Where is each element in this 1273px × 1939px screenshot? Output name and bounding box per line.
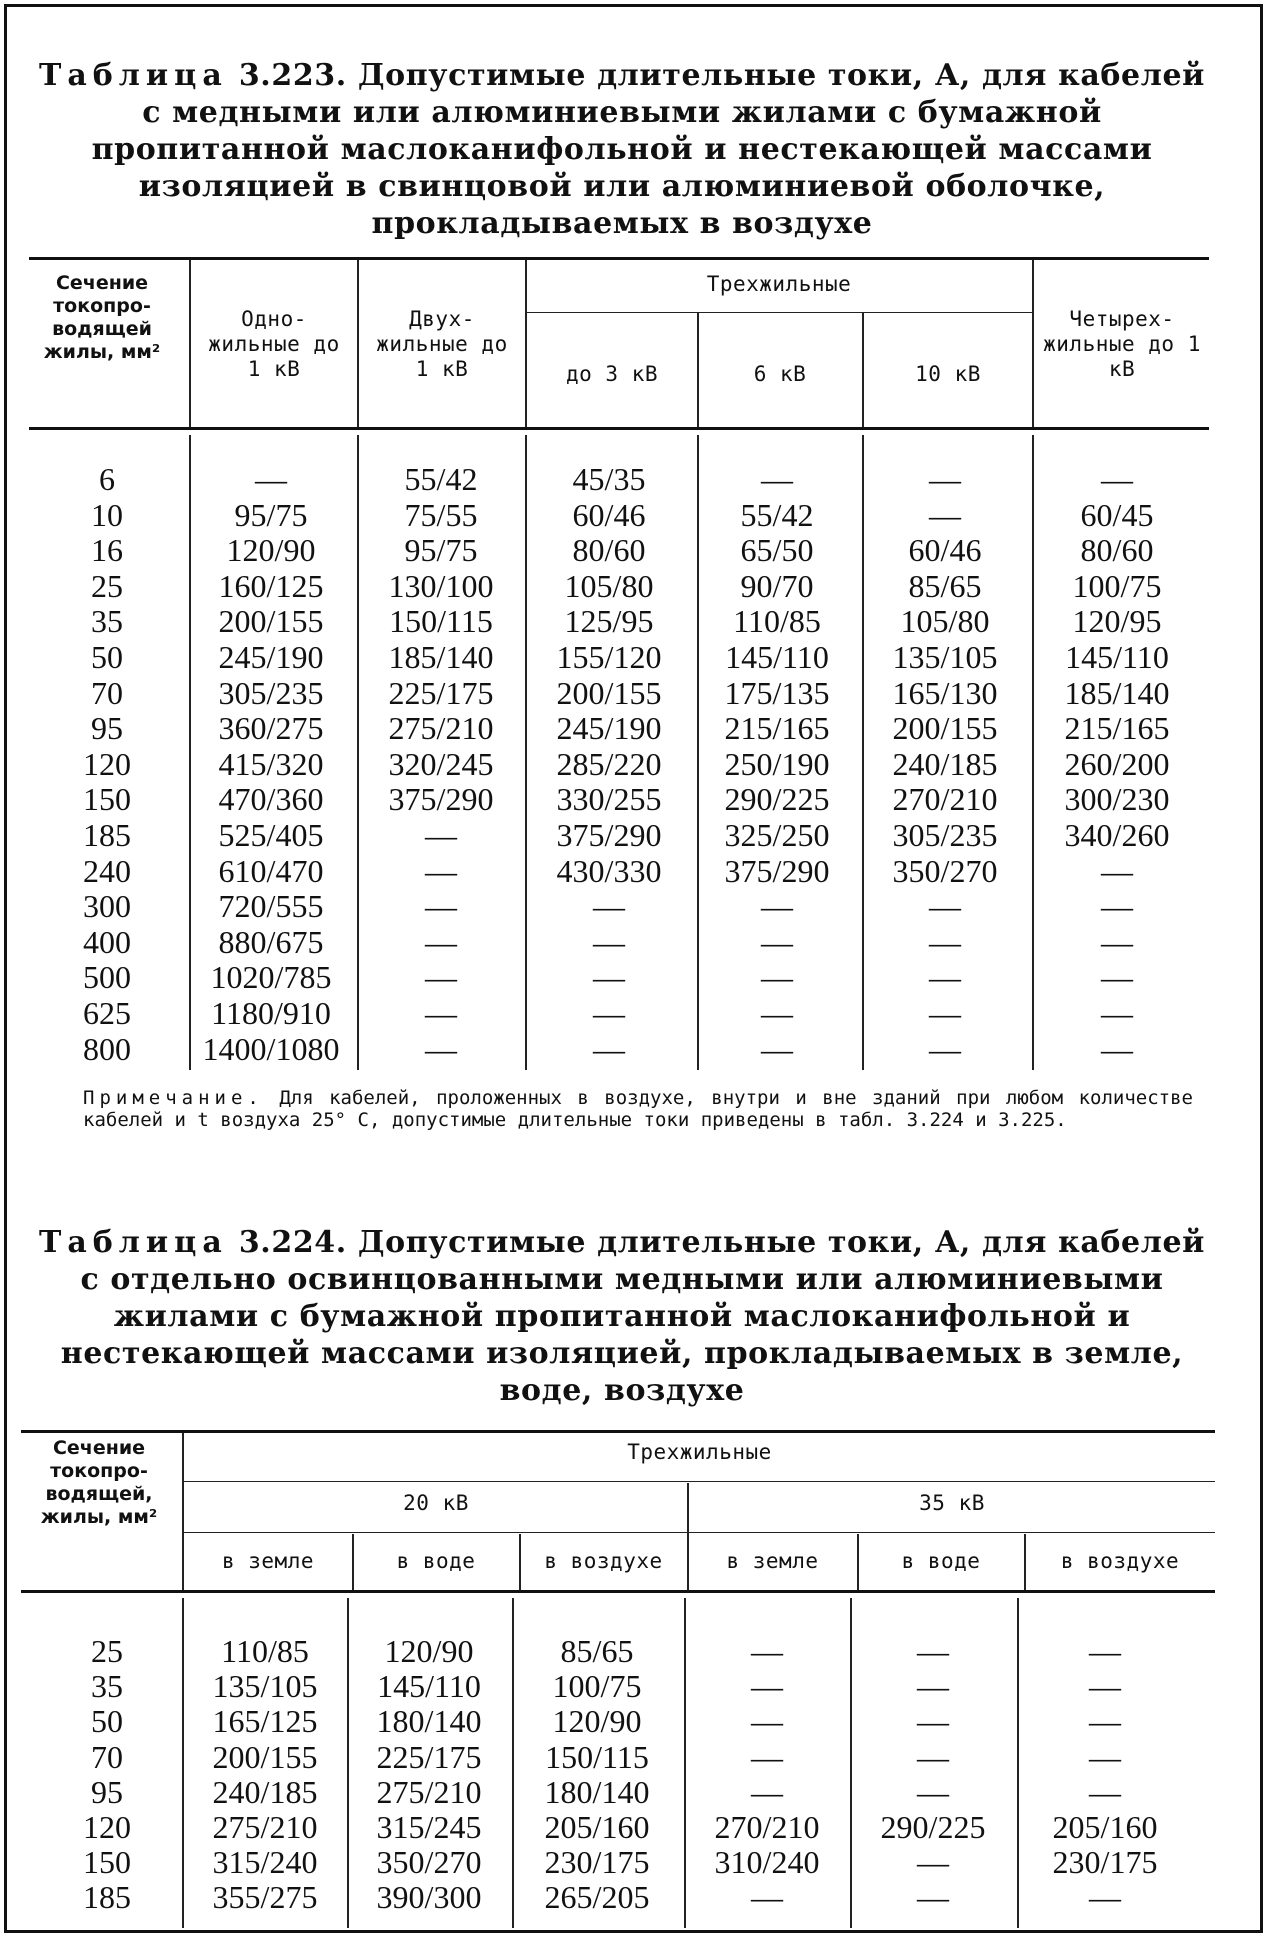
table2-voltage-rule [183,1532,1215,1533]
table2-value-cell: — [917,1633,949,1669]
table1-row [7,640,1257,675]
table1-row [7,533,1257,568]
table1-value-cell: — [593,1030,625,1067]
table1-value-cell: 160/125 [218,567,324,604]
table2-value-cell: — [917,1773,949,1810]
table2-value-cell: 135/105 [212,1668,318,1705]
table1-value-cell: — [425,923,457,960]
table2-header-bottom-rule [21,1590,1215,1593]
table1-value-cell: 95/75 [404,532,478,569]
table1-value-cell: — [1101,888,1133,925]
table2-section-cell: 25 [91,1633,123,1669]
table2-value-cell: 85/65 [560,1633,634,1669]
table1-header-6kv: 6 кВ [753,362,807,386]
table1-value-cell: 100/75 [1072,567,1162,604]
table1-value-cell: 1400/1080 [202,1030,340,1067]
table2-value-cell: — [1089,1633,1121,1669]
table1-value-cell: — [761,888,793,925]
note-lead: Примечание. [83,1087,264,1109]
table2-value-cell: 275/210 [376,1773,482,1810]
table1-value-cell: 290/225 [724,781,830,818]
table1-value-cell: 155/120 [556,639,662,675]
table1-title-text: 3.223. Допустимые длительные токи, А, для кабелей с медными или алюминиевыми жилами с бумажной пропитанной маслоканифольной и нестекающей массами изоляцией в свинцовой или алюминиевой оболочке, прокладываемых в воздухе [91,58,1205,241]
table1-value-cell: 60/46 [908,532,982,569]
table1-value-cell: 135/105 [892,639,998,675]
table1-value-cell: — [1101,959,1133,996]
table2-value-cell: 275/210 [212,1809,318,1845]
table2-value-cell: — [917,1668,949,1705]
document-page [4,4,1263,1933]
table2-value-cell: 200/155 [212,1738,318,1775]
table1-body [7,461,1257,1067]
table1-value-cell: 60/46 [572,496,646,533]
table1-value-cell: 105/80 [564,567,654,604]
table1-section-cell: 800 [83,1030,131,1067]
table2-value-cell: — [751,1879,783,1916]
table1-value-cell: 880/675 [218,923,324,960]
table1-header-three-group: Трехжильные [706,272,852,296]
table1-value-cell: 340/260 [1064,817,1170,853]
table2-section-cell: 120 [83,1809,131,1845]
table1-value-cell: 125/95 [564,603,654,640]
table1-value-cell: — [1101,461,1133,497]
table1-value-cell: 200/155 [892,710,998,747]
table1-value-cell: — [593,995,625,1031]
table1-value-cell: 305/235 [218,674,324,711]
table1-value-cell: 415/320 [218,745,324,782]
table2-title-text: 3.224. Допустимые длительные токи, А, для кабелей с отдельно освинцованными медными или алюминиевыми жилами с бумажной пропитанной маслоканифольной и нестекающей массами изоляцией, прокладываемых в земле, воде, воздухе [60,1225,1205,1408]
table2-value-cell: — [917,1703,949,1740]
table1-section-cell: 25 [91,567,123,604]
table2-section-cell: 95 [91,1773,123,1810]
table2-section-cell: 35 [91,1668,123,1705]
table2-value-cell: 230/175 [1052,1844,1158,1881]
table1-section-cell: 35 [91,603,123,640]
table2-row [7,1845,1257,1880]
table2-value-cell: 150/115 [545,1738,649,1775]
table2-header-35kv-ground: в земле [726,1549,819,1573]
table2-value-cell: — [751,1668,783,1705]
table2-row [7,1880,1257,1915]
table2-row [7,1775,1257,1810]
table2-value-cell: — [1089,1879,1121,1916]
table2-value-cell: — [1089,1773,1121,1810]
table1-value-cell: 185/140 [1064,674,1170,711]
table1-row [7,676,1257,711]
table1-col-divider [525,260,527,427]
table1-row [7,782,1257,817]
table1-value-cell: — [425,888,457,925]
table1-value-cell: 375/290 [724,852,830,889]
table2-value-cell: — [917,1879,949,1916]
table1-title [32,57,1212,242]
table1-value-cell: — [929,923,961,960]
table2-value-cell: 390/300 [376,1879,482,1916]
table1-row [7,1032,1257,1067]
table1-value-cell: 350/270 [892,852,998,889]
table2-body [7,1634,1257,1934]
table2-value-cell: 145/110 [377,1668,481,1705]
table1-row [7,854,1257,889]
table1-value-cell: 375/290 [388,781,494,818]
table1-header-section: Сечение токопро- водящей жилы, мм² [43,272,161,363]
table1-value-cell: 65/50 [740,532,814,569]
note-text: Для кабелей, проложенных в воздухе, внутри и вне зданий при любом количестве кабелей и t воздуха 25° С, допустимые длительные токи приведены в табл. 3.224 и 3.225. [83,1087,1193,1131]
table1-value-cell: 85/65 [908,567,982,604]
table2-value-cell: 180/140 [544,1773,650,1810]
table1-value-cell: — [929,959,961,996]
table1-section-cell: 185 [83,817,131,853]
table2-value-cell: 180/140 [376,1703,482,1740]
table1-value-cell: — [425,995,457,1031]
table2-value-cell: 120/90 [384,1633,474,1669]
table1-header-bottom-rule [29,427,1209,430]
table1-value-cell: 120/95 [1072,603,1162,640]
table1-section-cell: 6 [99,461,115,497]
table2-value-cell: 230/175 [544,1844,650,1881]
table1-value-cell: 110/85 [733,603,821,640]
table1-value-cell: 80/60 [1080,532,1154,569]
table1-header-four: Четырех- жильные до 1 кВ [1043,307,1201,381]
table2-row [7,1704,1257,1739]
table2-title [32,1224,1212,1409]
table1-value-cell: 45/35 [572,461,646,497]
table1-note [83,1087,1193,1131]
table1-value-cell: — [255,461,287,497]
table1-value-cell: 80/60 [572,532,646,569]
table2-value-cell: — [1089,1668,1121,1705]
table2-value-cell: 110/85 [221,1633,309,1669]
table1-value-cell: 245/190 [218,639,324,675]
table1-value-cell: — [1101,852,1133,889]
table2-col-divider [182,1433,184,1590]
table1-value-cell: 120/90 [226,532,316,569]
table1-value-cell: 245/190 [556,710,662,747]
table1-value-cell: 285/220 [556,745,662,782]
table1-value-cell: — [1101,1030,1133,1067]
table1-value-cell: 75/55 [404,496,478,533]
table1-value-cell: 150/115 [389,603,493,640]
table2-value-cell: 270/210 [714,1809,820,1845]
table2-value-cell: 165/125 [212,1703,318,1740]
table1-value-cell: 215/165 [724,710,830,747]
table2-value-cell: 290/225 [880,1809,986,1845]
table1-row [7,462,1257,497]
table1-value-cell: 720/555 [218,888,324,925]
table1-value-cell: 95/75 [234,496,308,533]
table1-value-cell: — [761,461,793,497]
table2-row [7,1669,1257,1704]
table2-value-cell: — [751,1773,783,1810]
table2-value-cell: — [917,1738,949,1775]
table1-value-cell: 55/42 [740,496,814,533]
table1-value-cell: — [929,1030,961,1067]
table1-value-cell: 470/360 [218,781,324,818]
table2-section-cell: 50 [91,1703,123,1740]
table1-value-cell: — [593,923,625,960]
table1-value-cell: — [1101,995,1133,1031]
table1-value-cell: 1020/785 [210,959,332,996]
table1-value-cell: 165/130 [892,674,998,711]
table1-value-cell: 260/200 [1064,745,1170,782]
table1-col-divider [1032,260,1034,427]
table2-value-cell: — [751,1738,783,1775]
table2-value-cell: 355/275 [212,1879,318,1916]
table1-value-cell: 325/250 [724,817,830,853]
table1-value-cell: — [425,959,457,996]
table1-section-cell: 16 [91,532,123,569]
table1-value-cell: — [761,1030,793,1067]
table1-value-cell: 300/230 [1064,781,1170,818]
table1-value-cell: — [761,959,793,996]
table1-value-cell: 610/470 [218,852,324,889]
table2-header-20kv-water: в воде [396,1549,476,1573]
table1-value-cell: 200/155 [218,603,324,640]
table1-value-cell: — [761,995,793,1031]
table2-value-cell: 310/240 [714,1844,820,1881]
table2-value-cell: — [751,1633,783,1669]
table1-row [7,569,1257,604]
table1-section-cell: 70 [91,674,123,711]
table1-section-cell: 10 [91,496,123,533]
table1-subheader-rule [527,312,1032,313]
table1-section-cell: 625 [83,995,131,1031]
table2-value-cell: 205/160 [1052,1809,1158,1845]
table1-value-cell: 145/110 [1065,639,1169,675]
table2-value-cell: 350/270 [376,1844,482,1881]
table1-value-cell: — [425,852,457,889]
table1-value-cell: 240/185 [892,745,998,782]
table1-header-single: Одно- жильные до 1 кВ [208,307,340,381]
table1-value-cell: 525/405 [218,817,324,853]
table2-row [7,1740,1257,1775]
table1-value-cell: 225/175 [388,674,494,711]
table1-header-3kv: до 3 кВ [565,362,658,386]
table2-value-cell: 100/75 [552,1668,642,1705]
table1-value-cell: 175/135 [724,674,830,711]
table2-value-cell: 315/245 [376,1809,482,1845]
table1-value-cell: — [761,923,793,960]
table2-top-rule [21,1430,1215,1433]
table1-section-cell: 150 [83,781,131,818]
table2-header-20kv-ground: в земле [221,1549,314,1573]
table1-value-cell: — [425,817,457,853]
table1-row [7,960,1257,995]
table1-value-cell: 130/100 [388,567,494,604]
table2-title-lead: Таблица [39,1225,228,1260]
table1-row [7,498,1257,533]
table1-title-lead: Таблица [39,58,228,93]
table1-section-cell: 240 [83,852,131,889]
table1-header-double: Двух- жильные до 1 кВ [376,307,508,381]
table1-section-cell: 500 [83,959,131,996]
table2-header-35kv-air: в воздухе [1060,1549,1180,1573]
table2-section-cell: 150 [83,1844,131,1881]
table1-value-cell: 430/330 [556,852,662,889]
table1-col-divider [357,260,359,427]
table1-value-cell: 375/290 [556,817,662,853]
table1-col-divider [862,312,864,427]
table2-value-cell: — [751,1703,783,1740]
table1-value-cell: 360/275 [218,710,324,747]
table2-section-cell: 185 [83,1879,131,1916]
table2-header-three-group: Трехжильные [627,1440,772,1464]
table1-section-cell: 50 [91,639,123,675]
table1-value-cell: 200/155 [556,674,662,711]
table2-value-cell: 120/90 [552,1703,642,1740]
table1-value-cell: — [929,461,961,497]
table1-value-cell: — [593,888,625,925]
table1-value-cell: 185/140 [388,639,494,675]
table1-value-cell: — [425,1030,457,1067]
table1-row [7,996,1257,1031]
table2-section-cell: 70 [91,1738,123,1775]
table1-section-cell: 120 [83,745,131,782]
table2-header-20kv: 20 кВ [403,1491,469,1515]
table1-value-cell: 60/45 [1080,496,1154,533]
table2-header-35kv-water: в воде [901,1549,981,1573]
table1-value-cell: 215/165 [1064,710,1170,747]
table1-value-cell: 105/80 [900,603,990,640]
table1-value-cell: 330/255 [556,781,662,818]
table1-row [7,818,1257,853]
table1-value-cell: 320/245 [388,745,494,782]
table2-group-rule [183,1481,1215,1482]
table1-section-cell: 300 [83,888,131,925]
table1-row [7,925,1257,960]
table2-header-35kv: 35 кВ [919,1491,985,1515]
table2-value-cell: 205/160 [544,1809,650,1845]
table1-value-cell: 1180/910 [211,995,331,1031]
table2-value-cell: 225/175 [376,1738,482,1775]
table1-value-cell: — [929,496,961,533]
table1-row [7,747,1257,782]
table1-header-10kv: 10 кВ [915,362,981,386]
table1-value-cell: — [929,888,961,925]
table1-value-cell: — [593,959,625,996]
table1-section-cell: 400 [83,923,131,960]
table2-row [7,1810,1257,1845]
table1-row [7,711,1257,746]
table2-value-cell: 315/240 [212,1844,318,1881]
table2-row [7,1634,1257,1669]
table2-value-cell: 265/205 [544,1879,650,1916]
table1-section-cell: 95 [91,710,123,747]
table1-value-cell: 275/210 [388,710,494,747]
table1-value-cell: 250/190 [724,745,830,782]
table2-value-cell: — [917,1844,949,1881]
table1-value-cell: — [929,995,961,1031]
table1-value-cell: 90/70 [740,567,814,604]
table1-row [7,889,1257,924]
table1-value-cell: 305/235 [892,817,998,853]
table1-col-divider [697,312,699,427]
table2-header-20kv-air: в воздухе [544,1549,663,1573]
table2-value-cell: 240/185 [212,1773,318,1810]
table2-header-section: Сечение токопро- водящей, жилы, мм² [40,1437,158,1528]
table1-value-cell: — [1101,923,1133,960]
table1-value-cell: 145/110 [725,639,829,675]
table2-value-cell: — [1089,1738,1121,1775]
table1-row [7,604,1257,639]
table2-value-cell: — [1089,1703,1121,1740]
table1-col-divider [189,260,191,427]
table1-value-cell: 270/210 [892,781,998,818]
table1-value-cell: 55/42 [404,461,478,497]
